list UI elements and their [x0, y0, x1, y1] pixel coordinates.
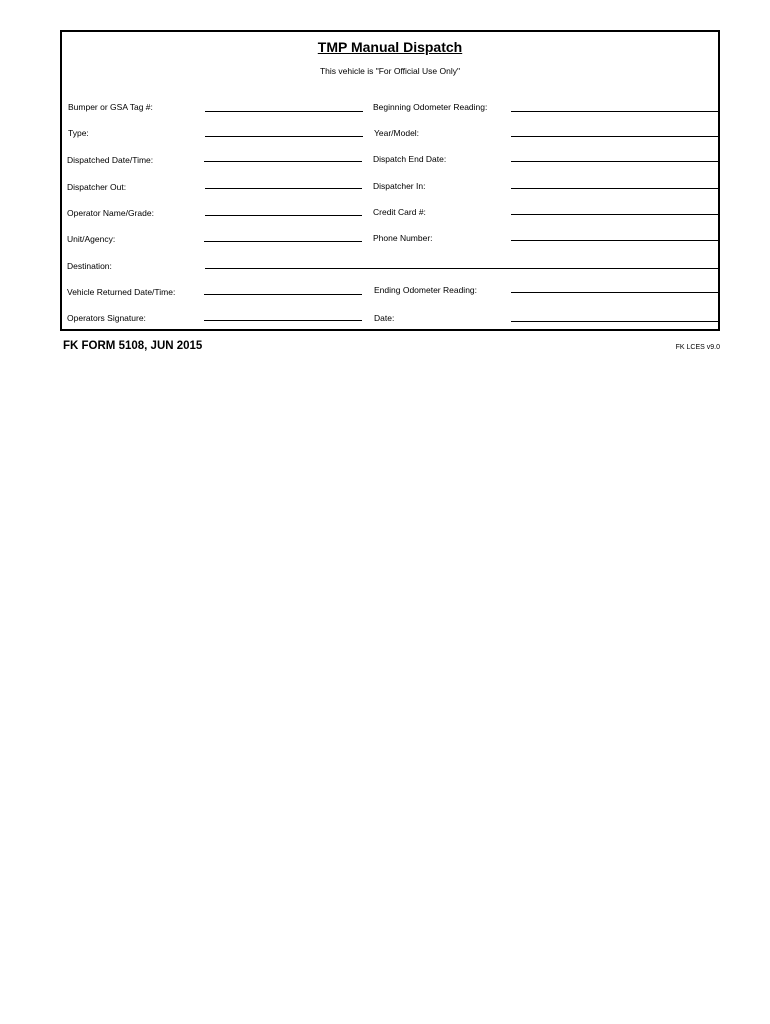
form-title-text: TMP Manual Dispatch — [317, 39, 463, 55]
dispatched-datetime-field[interactable] — [204, 161, 362, 162]
phone-number-field[interactable] — [511, 240, 719, 241]
vehicle-returned-datetime-label: Vehicle Returned Date/Time: — [67, 287, 176, 297]
dispatcher-out-field[interactable] — [205, 188, 362, 189]
bumper-tag-label: Bumper or GSA Tag #: — [68, 102, 153, 112]
vehicle-returned-datetime-field[interactable] — [204, 294, 362, 295]
bumper-tag-field[interactable] — [205, 111, 363, 112]
form-number: FK FORM 5108, JUN 2015 — [63, 340, 203, 352]
ending-odometer-label: Ending Odometer Reading: — [374, 285, 478, 295]
operators-signature-label: Operators Signature: — [67, 313, 146, 323]
date-label: Date: — [374, 313, 395, 323]
destination-label: Destination: — [67, 261, 112, 271]
dispatch-end-date-label: Dispatch End Date: — [373, 154, 447, 164]
credit-card-label: Credit Card #: — [373, 207, 426, 217]
unit-agency-label: Unit/Agency: — [67, 234, 116, 244]
dispatcher-in-field[interactable] — [511, 188, 719, 189]
type-label: Type: — [68, 128, 89, 138]
form-title — [62, 39, 718, 55]
year-model-label: Year/Model: — [374, 128, 420, 138]
form-version: FK LCES v9.0 — [675, 344, 720, 351]
form-subtitle: This vehicle is "For Official Use Only" — [319, 66, 461, 76]
dispatched-datetime-label: Dispatched Date/Time: — [67, 155, 154, 165]
operator-name-grade-label: Operator Name/Grade: — [67, 208, 154, 218]
year-model-field[interactable] — [511, 136, 719, 137]
dispatcher-out-label: Dispatcher Out: — [67, 182, 127, 192]
dispatcher-in-label: Dispatcher In: — [373, 181, 426, 191]
beginning-odometer-field[interactable] — [511, 111, 719, 112]
destination-field[interactable] — [205, 268, 719, 269]
beginning-odometer-label: Beginning Odometer Reading: — [373, 102, 488, 112]
unit-agency-field[interactable] — [204, 241, 362, 242]
ending-odometer-field[interactable] — [511, 292, 719, 293]
operators-signature-field[interactable] — [204, 320, 362, 321]
date-field[interactable] — [511, 321, 719, 322]
operator-name-grade-field[interactable] — [205, 215, 362, 216]
type-field[interactable] — [205, 136, 363, 137]
dispatch-end-date-field[interactable] — [511, 161, 719, 162]
credit-card-field[interactable] — [511, 214, 719, 215]
phone-number-label: Phone Number: — [373, 233, 433, 243]
